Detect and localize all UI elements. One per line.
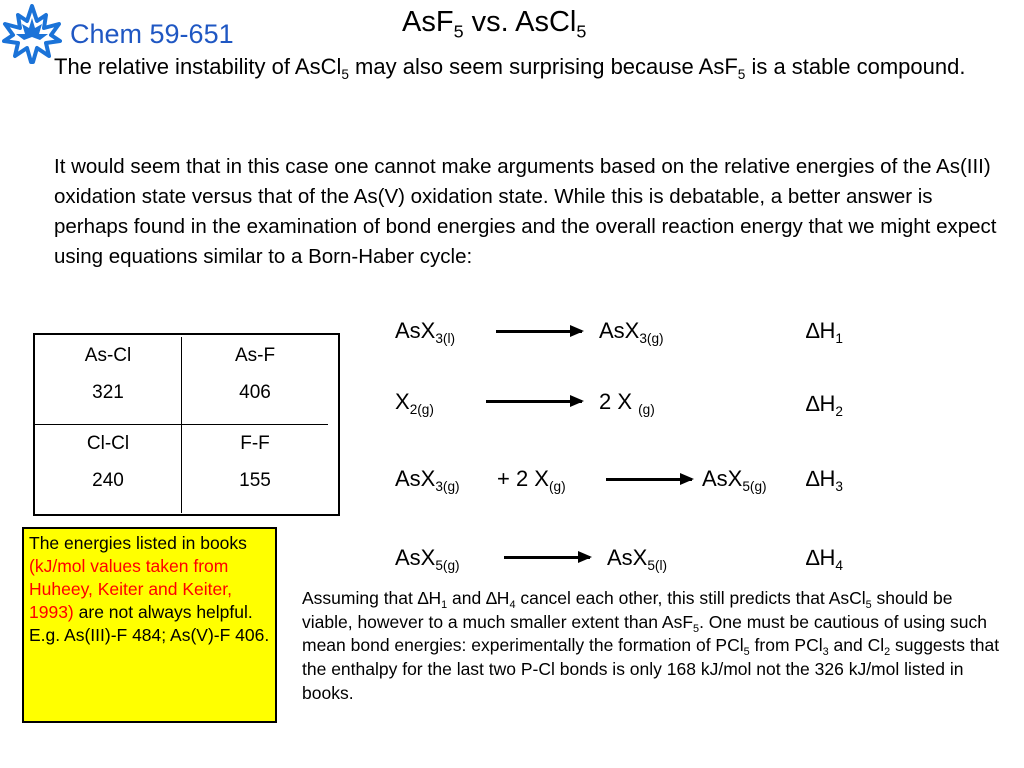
eq4-reactant: AsX$_{5(g)}$ — [395, 545, 460, 573]
eq3-second-reactant: + 2 $X_{(g)}$ — [497, 466, 566, 494]
eq1-product: AsX$_{3(g)}$ — [599, 318, 664, 346]
bond-energy: 240 — [92, 470, 124, 491]
bond-energy: 155 — [239, 470, 271, 491]
bond-energy: 406 — [239, 382, 271, 403]
bond-label: F-F — [240, 433, 270, 454]
eq4-product: AsX$_{5(l)}$ — [607, 545, 668, 573]
citation-text: (kJ/mol values taken from Huheey, Keiter and Keiter, 1993) — [29, 556, 232, 622]
arrow-icon — [496, 330, 582, 333]
arrow-icon — [504, 556, 590, 559]
eq1-enthalpy: $\Delta H_1$ — [806, 318, 843, 346]
bond-energy-table — [33, 333, 340, 516]
bond-label: As-F — [234, 345, 276, 366]
eq4-enthalpy: $\Delta H_4$ — [806, 545, 843, 573]
course-code: Chem 59-651 — [70, 19, 234, 49]
slide-title: AsF$_5$ vs. AsCl$_5$ — [402, 6, 587, 42]
arrow-icon — [486, 400, 582, 403]
table-cell — [35, 337, 181, 425]
bond-label: Cl-Cl — [86, 433, 130, 454]
explanation-paragraph: It would seem that in this case one cannot make arguments based on the relative energies of the As(III) oxidation state versus that of the As(V) oxidation state. While this is debatable, a better answer is perhaps found in the examination of bond energies and the overall reaction energy that we might expect using equations similar to a Born-Haber cycle: — [54, 155, 997, 268]
table-cell — [181, 424, 328, 513]
bond-label: As-Cl — [84, 345, 132, 366]
arrow-icon — [606, 478, 692, 481]
eq1-reactant: AsX$_{3(l)}$ — [395, 318, 456, 346]
eq3-reactant: AsX$_{3(g)}$ — [395, 466, 460, 494]
table-cell — [181, 337, 328, 425]
maple-leaf-icon — [2, 4, 62, 64]
eq2-enthalpy: $\Delta H_2$ — [806, 391, 843, 419]
eq3-product: AsX$_{5(g)}$ — [702, 466, 767, 494]
energy-note-box: The energies listed in books (kJ/mol values taken from Huheey, Keiter and Keiter, 1993) are not always helpful. E.g. As(III)-F 484; As(V)-F 406. — [22, 527, 277, 723]
table-cell — [35, 424, 181, 513]
eq3-enthalpy: $\Delta H_3$ — [806, 466, 843, 494]
intro-text: The relative instability of AsCl$_5$ may also seem surprising because AsF$_5$ is a stable compound. — [54, 54, 966, 82]
bond-energy: 321 — [92, 382, 124, 403]
assumption-paragraph: Assuming that $\Delta H_1$ and $\Delta H_4$ cancel each other, this still predicts that AsCl$_5$ should be viable, however to a much smaller extent than AsF$_5$. One must be cautious of using such mean bond energies: experimentally the formation of PCl$_5$ from PCl$_3$ and $Cl_2$ suggests that the enthalpy for the last two P-Cl bonds is only 168 kJ/mol not the 326 kJ/mol listed in books. — [302, 588, 1000, 703]
eq2-product: 2 X $_{(g)}$ — [599, 389, 655, 417]
eq2-reactant: $X_{2(g)}$ — [395, 389, 434, 417]
